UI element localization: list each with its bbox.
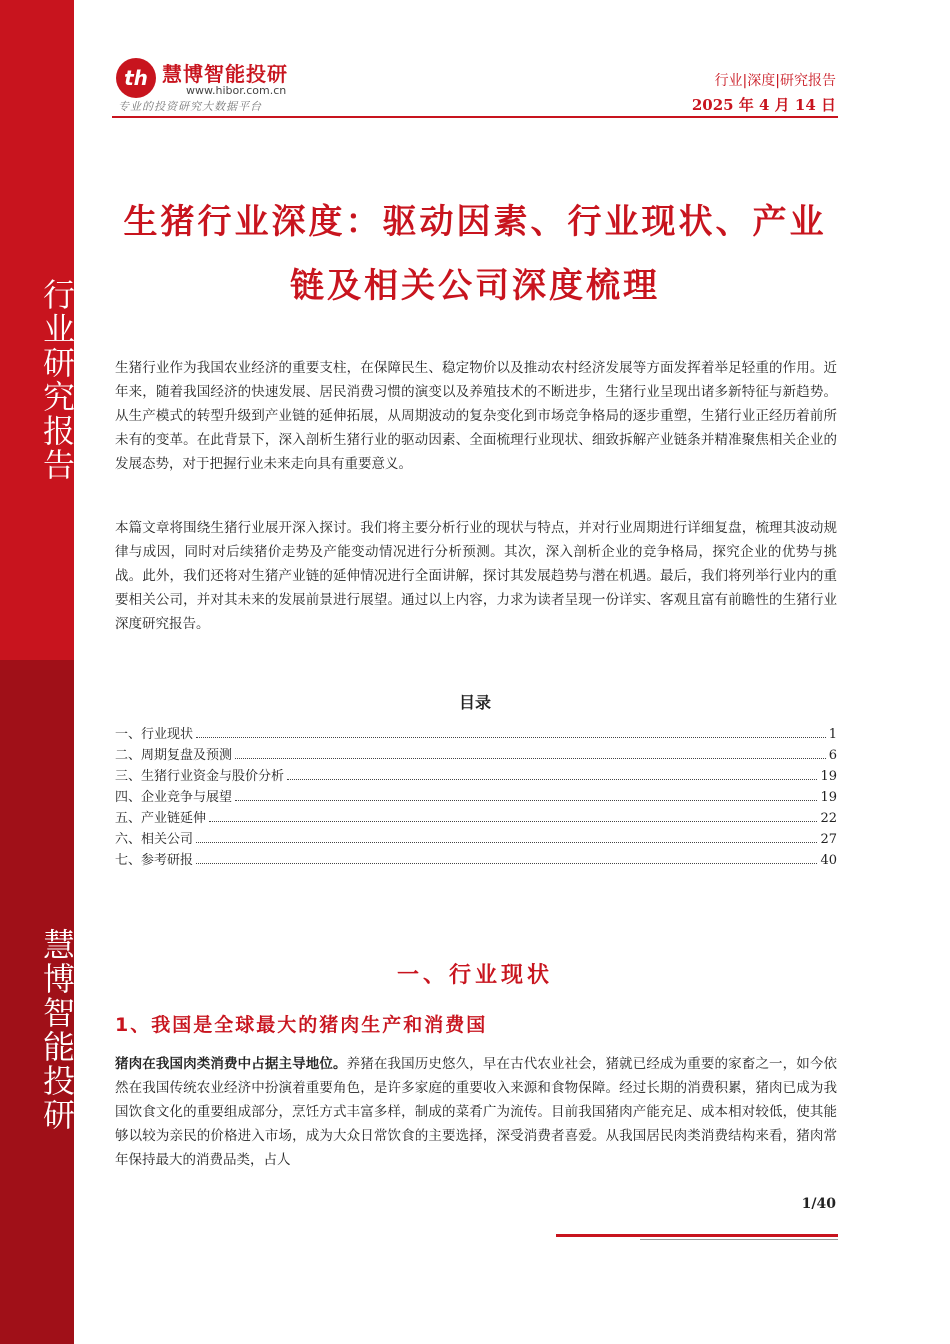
toc-item[interactable]	[115, 766, 837, 787]
report-category: 行业|深度|研究报告	[714, 73, 836, 89]
toc-item[interactable]	[115, 850, 837, 871]
section-subtitle: 1、我国是全球最大的猪肉生产和消费国	[115, 1014, 488, 1036]
toc-item-page: 1	[828, 727, 837, 742]
toc-item-page: 6	[828, 748, 837, 763]
sidebar-top-text: 行业研究报告	[38, 278, 76, 482]
toc-item-label: 七、参考研报	[115, 853, 194, 868]
section-lead-bold: 猪肉在我国肉类消费中占据主导地位。	[115, 1056, 347, 1072]
toc-item-page: 27	[820, 832, 837, 847]
toc-item-page: 40	[820, 853, 837, 868]
toc-item-label: 三、生猪行业资金与股价分析	[115, 769, 285, 784]
footer-divider-gray	[640, 1239, 838, 1240]
toc-item-page: 19	[820, 790, 837, 805]
report-date: 2025 年 4 月 14 日	[691, 96, 836, 114]
toc-leader-dots	[196, 737, 826, 738]
header-divider	[112, 116, 838, 118]
toc-item-label: 六、相关公司	[115, 832, 194, 847]
toc-leader-dots	[209, 821, 817, 822]
sidebar-top-band	[0, 0, 74, 660]
logo-name: 慧博智能投研	[162, 62, 288, 86]
toc-leader-dots	[196, 863, 817, 864]
footer-divider-red	[556, 1234, 838, 1237]
section-paragraph	[115, 1052, 837, 1172]
intro-paragraph-1: 生猪行业作为我国农业经济的重要支柱，在保障民生、稳定物价以及推动农村经济发展等方面发挥着举足轻重的作用。近年来，随着我国经济的快速发展、居民消费习惯的演变以及养殖技术的不断进步，生猪行业呈现出诸多新特征与新趋势。从生产模式的转型升级到产业链的延伸拓展，从周期波动的复杂变化到市场竞争格局的逐步重塑，生猪行业正经历着前所未有的变革。在此背景下，深入剖析生猪行业的驱动因素、全面梳理行业现状、细致拆解产业链条并精准聚焦相关企业的发展态势，对于把握行业未来走向具有重要意义。	[115, 360, 837, 472]
toc-item-label: 二、周期复盘及预测	[115, 748, 233, 763]
toc-item[interactable]	[115, 829, 837, 850]
toc-heading: 目录	[458, 693, 491, 712]
toc-leader-dots	[235, 800, 817, 801]
logo-url: www.hibor.com.cn	[186, 84, 287, 97]
report-title	[112, 190, 838, 318]
toc-item-page: 22	[820, 811, 837, 826]
toc-item[interactable]	[115, 808, 837, 829]
toc-item[interactable]	[115, 724, 837, 745]
toc-leader-dots	[196, 842, 817, 843]
page-number: 1/40	[801, 1196, 836, 1212]
brand-logo[interactable]	[116, 56, 316, 112]
logo-mark-icon: th	[116, 58, 156, 98]
toc-item-label: 四、企业竞争与展望	[115, 790, 233, 805]
toc-item-label: 五、产业链延伸	[115, 811, 207, 826]
intro-paragraph-2: 本篇文章将围绕生猪行业展开深入探讨。我们将主要分析行业的现状与特点，并对行业周期进行详细复盘，梳理其波动规律与成因，同时对后续猪价走势及产能变动情况进行分析预测。其次，深入剖析企业的竞争格局，探究企业的优势与挑战。此外，我们还将对生猪产业链的延伸情况进行全面讲解，探讨其发展趋势与潜在机遇。最后，我们将列举行业内的重要相关公司，并对其未来的发展前景进行展望。通过以上内容，力求为读者呈现一份详实、客观且富有前瞻性的生猪行业深度研究报告。	[115, 520, 837, 632]
report-header-meta	[692, 70, 836, 115]
toc-item[interactable]	[115, 745, 837, 766]
report-title-line2: 链及相关公司深度梳理	[290, 266, 660, 306]
sidebar-bottom-text: 慧博智能投研	[38, 928, 76, 1132]
logo-slogan: 专业的投资研究大数据平台	[118, 100, 262, 113]
report-title-line1: 生猪行业深度：驱动因素、行业现状、产业	[123, 202, 827, 242]
toc-leader-dots	[287, 779, 817, 780]
toc-leader-dots	[235, 758, 826, 759]
section-body-text: 养猪在我国历史悠久，早在古代农业社会，猪就已经成为重要的家畜之一，如今依然在我国传统农业经济中扮演着重要角色，是许多家庭的重要收入来源和食物保障。经过长期的消费积累，猪肉已成为我国饮食文化的重要组成部分，烹饪方式丰富多样，制成的菜肴广为流传。目前我国猪肉产能充足、成本相对较低，使其能够以较为亲民的价格进入市场，成为大众日常饮食的主要选择，深受消费者喜爱。从我国居民肉类消费结构来看，猪肉常年保持最大的消费品类，占人	[115, 1056, 837, 1168]
section-title: 一、行业现状	[396, 963, 553, 988]
toc-item-label: 一、行业现状	[115, 727, 194, 742]
toc-item-page: 19	[820, 769, 837, 784]
toc-item[interactable]	[115, 787, 837, 808]
sidebar-bottom-band	[0, 660, 74, 1344]
table-of-contents	[115, 724, 837, 871]
